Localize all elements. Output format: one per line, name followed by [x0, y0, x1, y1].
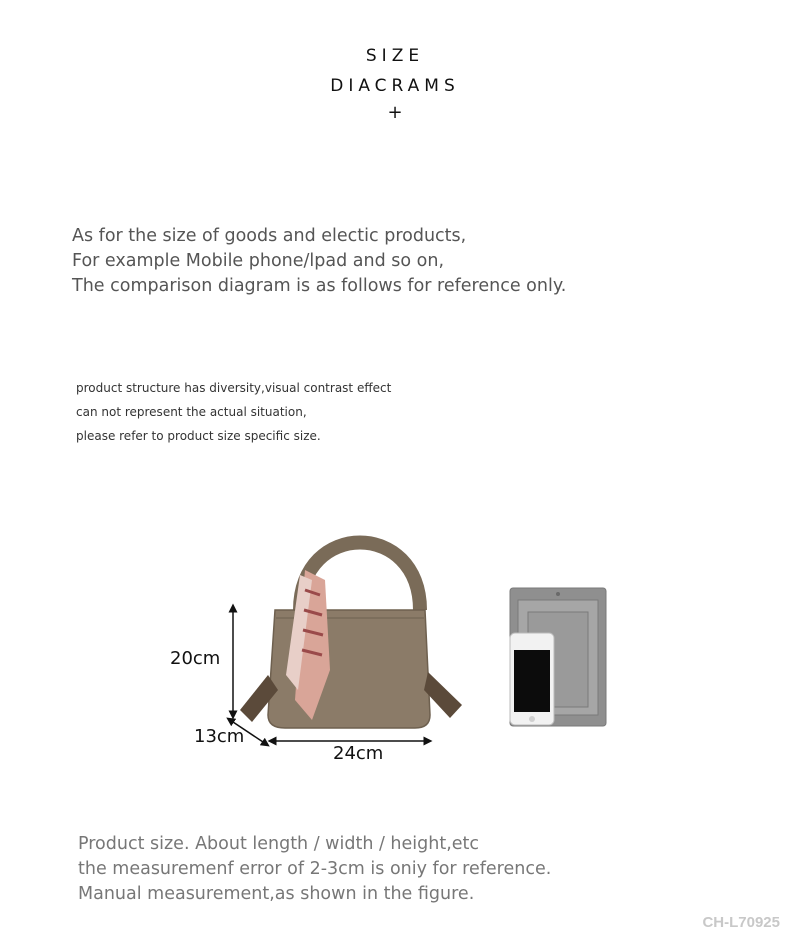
footer-text: [78, 832, 551, 907]
depth-label: 13cm: [194, 726, 245, 747]
disclaimer-note: [76, 376, 391, 448]
note-line: product structure has diversity,visual contrast effect: [76, 381, 392, 395]
footer-line: Manual measurement,as shown in the figure.: [78, 884, 475, 904]
intro-line: For example Mobile phone/lpad and so on,: [72, 251, 445, 271]
footer-line: the measuremenf error of 2-3cm is oniy for reference.: [78, 859, 552, 879]
intro-line: The comparison diagram is as follows for reference only.: [72, 276, 567, 296]
title-size: SIZE: [365, 46, 425, 66]
intro-line: As for the size of goods and electic products,: [72, 226, 467, 246]
product-code: CH-L70925: [702, 914, 780, 931]
footer-line: Product size. About length / width / height,etc: [78, 834, 480, 854]
height-label: 20cm: [170, 648, 221, 669]
note-line: please refer to product size specific size.: [76, 429, 321, 443]
title-diagrams: DIACRAMS: [330, 76, 460, 96]
plus-icon: +: [387, 102, 403, 123]
size-comparison-figure: [0, 500, 790, 800]
size-figure-graphic: [0, 500, 790, 800]
note-line: can not represent the actual situation,: [76, 405, 307, 419]
width-label: 24cm: [333, 743, 384, 764]
intro-text: [72, 224, 566, 299]
